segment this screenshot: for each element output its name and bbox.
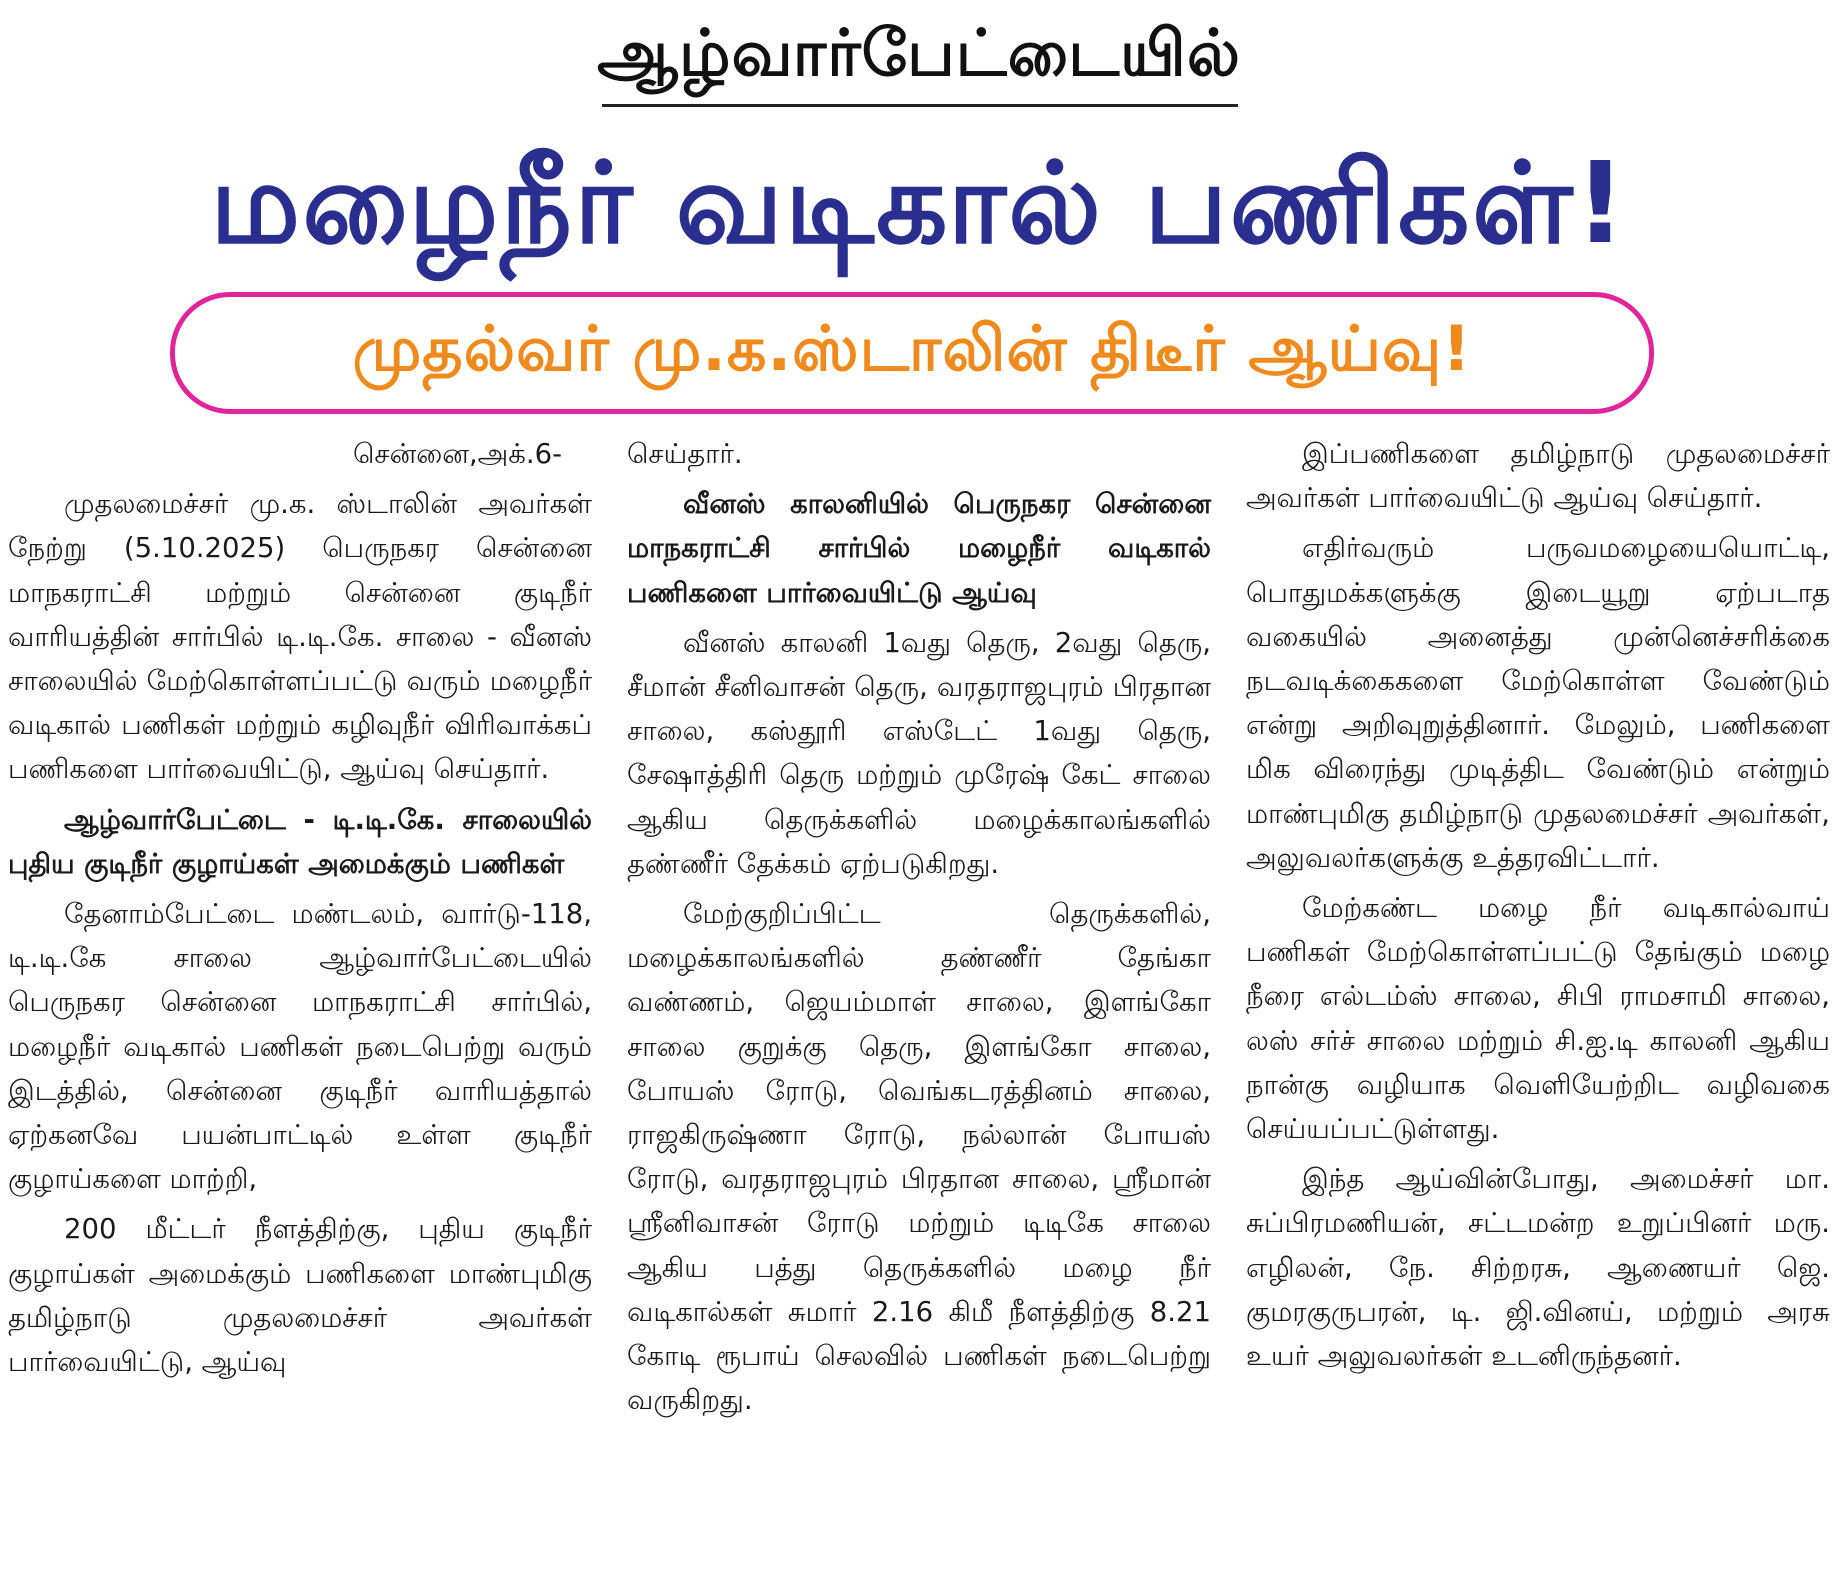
- paragraph: செய்தார்.: [627, 438, 743, 470]
- article-body: [8, 432, 1830, 1572]
- paragraph: எதிர்வரும் பருவமழையையொட்டி, பொதுமக்களுக்கு இடையூறு ஏற்படாத வகையில் அனைத்து முன்னெச்சரிக்கை நடவடிக்கைகளை மேற்கொள்ள வேண்டும் என்று அறிவுறுத்தினார். மேலும், பணிகளை மிக விரைந்து முடித்திட வேண்டும் என்றும் மாண்புமிகு தமிழ்நாடு முதலமைச்சர் அவர்கள், அலுவலர்களுக்கு உத்தரவிட்டார்.: [1246, 532, 1830, 874]
- column-3: [1246, 432, 1830, 1572]
- section-heading: ஆழ்வார்பேட்டை - டி.டி.கே. சாலையில் புதிய குடிநீர் குழாய்கள் அமைக்கும் பணிகள்: [8, 803, 592, 880]
- paragraph: இப்பணிகளை தமிழ்நாடு முதலமைச்சர் அவர்கள் பார்வையிட்டு ஆய்வு செய்தார்.: [1246, 438, 1830, 515]
- paragraph: முதலமைச்சர் மு.க. ஸ்டாலின் அவர்கள் நேற்று (5.10.2025) பெருநகர சென்னை மாநகராட்சி மற்றும் சென்னை குடிநீர் வாரியத்தின் சார்பில் டி.டி.கே. சாலை - வீனஸ் சாலையில் மேற்கொள்ளப்பட்டு வரும் மழைநீர் வடிகால் பணிகள் மற்றும் கழிவுநீர் விரிவாக்கப் பணிகளை பார்வையிட்டு, ஆய்வு செய்தார்.: [8, 488, 592, 786]
- dateline: சென்னை,அக்.6-: [352, 438, 562, 470]
- paragraph: 200 மீட்டர் நீளத்திற்கு, புதிய குடிநீர் குழாய்கள் அமைக்கும் பணிகளை மாண்புமிகு தமிழ்நாடு முதலமைச்சர் அவர்கள் பார்வையிட்டு, ஆய்வு: [8, 1213, 592, 1379]
- main-headline: மழைநீர் வடிகால் பணிகள்!: [210, 139, 1628, 269]
- subhead-box: [170, 292, 1654, 414]
- paragraph: மேற்குறிப்பிட்ட தெருக்களில், மழைக்காலங்களில் தண்ணீர் தேங்கா வண்ணம், ஜெயம்மாள் சாலை, இளங்கோ சாலை குறுக்கு தெரு, இளங்கோ சாலை, போயஸ் ரோடு, வெங்கடரத்தினம் சாலை, ராஜகிருஷ்ணா ரோடு, நல்லான் போயஸ் ரோடு, வரதராஜபுரம் பிரதான சாலை, ஸ்ரீமான் ஸ்ரீனிவாசன் ரோடு மற்றும் டிடிகே சாலை ஆகிய பத்து தெருக்களில் மழை நீர் வடிகால்கள் சுமார் 2.16 கிமீ நீளத்திற்கு 8.21 கோடி ரூபாய் செலவில் பணிகள் நடைபெற்று வருகிறது.: [627, 898, 1211, 1417]
- kicker-headline: ஆழ்வார்பேட்டையில்: [597, 17, 1241, 91]
- paragraph: இந்த ஆய்வின்போது, அமைச்சர் மா. சுப்பிரமணியன், சட்டமன்ற உறுப்பினர் மரு. எழிலன், நே. சிற்றரசு, ஆணையர் ஜெ. குமரகுருபரன், டி. ஜி.வினய், மற்றும் அரசு உயர் அலுவலர்கள் உடனிருந்தனர்.: [1246, 1163, 1830, 1373]
- kicker-underline: [602, 104, 1238, 107]
- column-1: [8, 432, 592, 1572]
- paragraph: தேனாம்பேட்டை மண்டலம், வார்டு-118, டி.டி.கே சாலை ஆழ்வார்பேட்டையில் பெருநகர சென்னை மாநகராட்சி சார்பில், மழைநீர் வடிகால் பணிகள் நடைபெற்று வரும் இடத்தில், சென்னை குடிநீர் வாரியத்தால் ஏற்கனவே பயன்பாட்டில் உள்ள குடிநீர் குழாய்களை மாற்றி,: [8, 898, 592, 1196]
- paragraph: வீனஸ் காலனி 1வது தெரு, 2வது தெரு, சீமான் சீனிவாசன் தெரு, வரதராஜபுரம் பிரதான சாலை, கஸ்தூரி எஸ்டேட் 1வது தெரு, சேஷாத்திரி தெரு மற்றும் முரேஷ் கேட் சாலை ஆகிய தெருக்களில் மழைக்காலங்களில் தண்ணீர் தேக்கம் ஏற்படுகிறது.: [627, 626, 1211, 880]
- column-2: [627, 432, 1211, 1572]
- subhead: முதல்வர் மு.க.ஸ்டாலின் திடீர் ஆய்வு!: [352, 312, 1472, 385]
- section-heading: வீனஸ் காலனியில் பெருநகர சென்னை மாநகராட்சி சார்பில் மழைநீர் வடிகால் பணிகளை பார்வையிட்டு ஆய்வு: [627, 488, 1211, 609]
- paragraph: மேற்கண்ட மழை நீர் வடிகால்வாய் பணிகள் மேற்கொள்ளப்பட்டு தேங்கும் மழை நீரை எல்டம்ஸ் சாலை, சிபி ராமசாமி சாலை, லஸ் சர்ச் சாலை மற்றும் சி.ஐ.டி காலனி ஆகிய நான்கு வழியாக வெளியேற்றிட வழிவகை செய்யப்பட்டுள்ளது.: [1246, 892, 1830, 1146]
